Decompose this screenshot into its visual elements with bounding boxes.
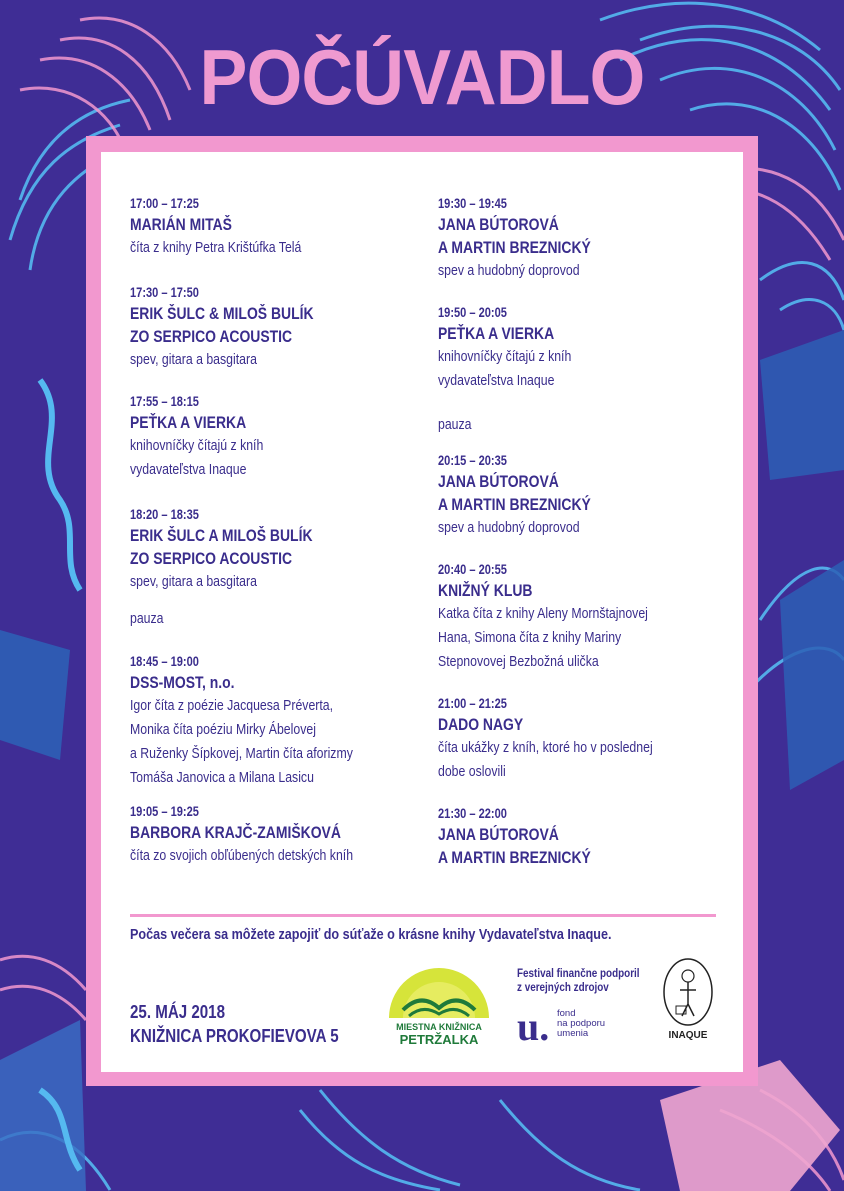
program-item bbox=[438, 195, 738, 304]
item-time: 17:55 – 18:15 bbox=[130, 394, 199, 409]
item-time: 20:40 – 20:55 bbox=[438, 562, 507, 577]
item-description: Stepnovovej Bezbožná ulička bbox=[438, 653, 599, 670]
item-name: DSS-MOST, n.o. bbox=[130, 673, 235, 692]
program-item bbox=[438, 695, 738, 805]
program-item bbox=[130, 653, 430, 803]
program-item bbox=[130, 284, 430, 393]
item-description: vydavateľstva Inaque bbox=[438, 372, 555, 389]
inaque-label: INAQUE bbox=[668, 1030, 708, 1041]
item-name: ZO SERPICO ACOUSTIC bbox=[130, 549, 293, 568]
fund-logo bbox=[517, 967, 647, 1049]
program-item bbox=[438, 561, 738, 695]
item-time: 20:15 – 20:35 bbox=[438, 453, 507, 468]
program-item bbox=[130, 393, 430, 506]
poster-title: POČÚVADLO bbox=[199, 33, 645, 121]
item-description: knihovníčky čítajú z kníh bbox=[130, 437, 264, 454]
item-time: 17:00 – 17:25 bbox=[130, 196, 199, 211]
fund-text-2: z verejných zdrojov bbox=[517, 982, 609, 994]
item-name: BARBORA KRAJČ-ZAMIŠKOVÁ bbox=[130, 823, 341, 842]
item-description: vydavateľstva Inaque bbox=[130, 461, 247, 478]
item-description: Tomáša Janovica a Milana Lasicu bbox=[130, 769, 314, 786]
item-name: DADO NAGY bbox=[438, 715, 524, 734]
library-logo-line1: MIESTNA KNIŽNICA bbox=[396, 1022, 482, 1032]
fund-mark-icon: u. bbox=[517, 1004, 550, 1049]
library-logo-line2: PETRŽALKA bbox=[399, 1032, 479, 1047]
item-name: JANA BÚTOROVÁ bbox=[438, 472, 559, 491]
item-time: 19:05 – 19:25 bbox=[130, 804, 199, 819]
item-description: spev a hudobný doprovod bbox=[438, 519, 580, 536]
item-name: A MARTIN BREZNICKÝ bbox=[438, 495, 591, 514]
item-description: spev, gitara a basgitara bbox=[130, 573, 257, 590]
item-description: Katka číta z knihy Aleny Mornštajnovej bbox=[438, 605, 648, 622]
inaque-emblem-icon bbox=[660, 956, 716, 1028]
event-info bbox=[130, 1000, 339, 1048]
event-venue: KNIŽNICA PROKOFIEVOVA 5 bbox=[130, 1026, 339, 1046]
item-name: ERIK ŠULC & MILOŠ BULÍK bbox=[130, 304, 314, 323]
item-description: spev a hudobný doprovod bbox=[438, 262, 580, 279]
fund-name-line: umenia bbox=[557, 1028, 589, 1039]
item-description: číta zo svojich obľúbených detských kníh bbox=[130, 847, 354, 864]
item-time: 19:50 – 20:05 bbox=[438, 305, 507, 320]
item-description: dobe oslovili bbox=[438, 763, 506, 780]
item-time: 21:00 – 21:25 bbox=[438, 696, 507, 711]
fund-name bbox=[557, 1009, 605, 1039]
item-name: ZO SERPICO ACOUSTIC bbox=[130, 327, 293, 346]
program-pause bbox=[438, 414, 738, 452]
fund-name-line: fond bbox=[557, 1008, 576, 1019]
item-description: číta z knihy Petra Krištúfka Telá bbox=[130, 239, 302, 256]
item-name: A MARTIN BREZNICKÝ bbox=[438, 848, 591, 867]
item-description: Hana, Simona číta z knihy Mariny bbox=[438, 629, 622, 646]
item-description: a Ruženky Šípkovej, Martin číta aforizmy bbox=[130, 745, 353, 762]
program-item bbox=[130, 195, 430, 284]
item-name: KNIŽNÝ KLUB bbox=[438, 581, 533, 600]
program-item bbox=[130, 803, 430, 868]
item-time: 18:20 – 18:35 bbox=[130, 507, 199, 522]
divider bbox=[130, 914, 716, 917]
program-column-right bbox=[438, 195, 738, 869]
program-item bbox=[438, 304, 738, 414]
item-time: 21:30 – 22:00 bbox=[438, 806, 507, 821]
item-description: číta ukážky z kníh, ktoré ho v poslednej bbox=[438, 739, 653, 756]
item-time: 19:30 – 19:45 bbox=[438, 196, 507, 211]
item-name: JANA BÚTOROVÁ bbox=[438, 215, 559, 234]
item-name: A MARTIN BREZNICKÝ bbox=[438, 238, 591, 257]
pause-label: pauza bbox=[130, 610, 164, 627]
item-description: knihovníčky čítajú z kníh bbox=[438, 348, 572, 365]
contest-note: Počas večera sa môžete zapojiť do súťaže o krásne knihy Vydavateľstva Inaque. bbox=[130, 926, 612, 943]
program-column-left bbox=[130, 195, 430, 868]
fund-text-1: Festival finančne podporil bbox=[517, 968, 640, 980]
item-name: JANA BÚTOROVÁ bbox=[438, 825, 559, 844]
item-description: Monika číta poéziu Mirky Ábelovej bbox=[130, 721, 316, 738]
inaque-logo bbox=[660, 956, 716, 1046]
program-item bbox=[438, 452, 738, 561]
program-pause bbox=[130, 608, 430, 653]
item-description: spev, gitara a basgitara bbox=[130, 351, 257, 368]
item-name: ERIK ŠULC A MILOŠ BULÍK bbox=[130, 526, 313, 545]
item-name: MARIÁN MITAŠ bbox=[130, 215, 232, 234]
item-name: PEŤKA A VIERKA bbox=[438, 324, 555, 343]
item-description: Igor číta z poézie Jacquesa Préverta, bbox=[130, 697, 334, 714]
program-item bbox=[130, 506, 430, 608]
event-date: 25. MÁJ 2018 bbox=[130, 1002, 225, 1022]
pause-label: pauza bbox=[438, 416, 472, 433]
program-item bbox=[438, 805, 738, 869]
fund-name-line: na podporu bbox=[557, 1018, 606, 1029]
item-time: 17:30 – 17:50 bbox=[130, 285, 199, 300]
item-time: 18:45 – 19:00 bbox=[130, 654, 199, 669]
item-name: PEŤKA A VIERKA bbox=[130, 413, 247, 432]
library-logo bbox=[383, 962, 495, 1052]
